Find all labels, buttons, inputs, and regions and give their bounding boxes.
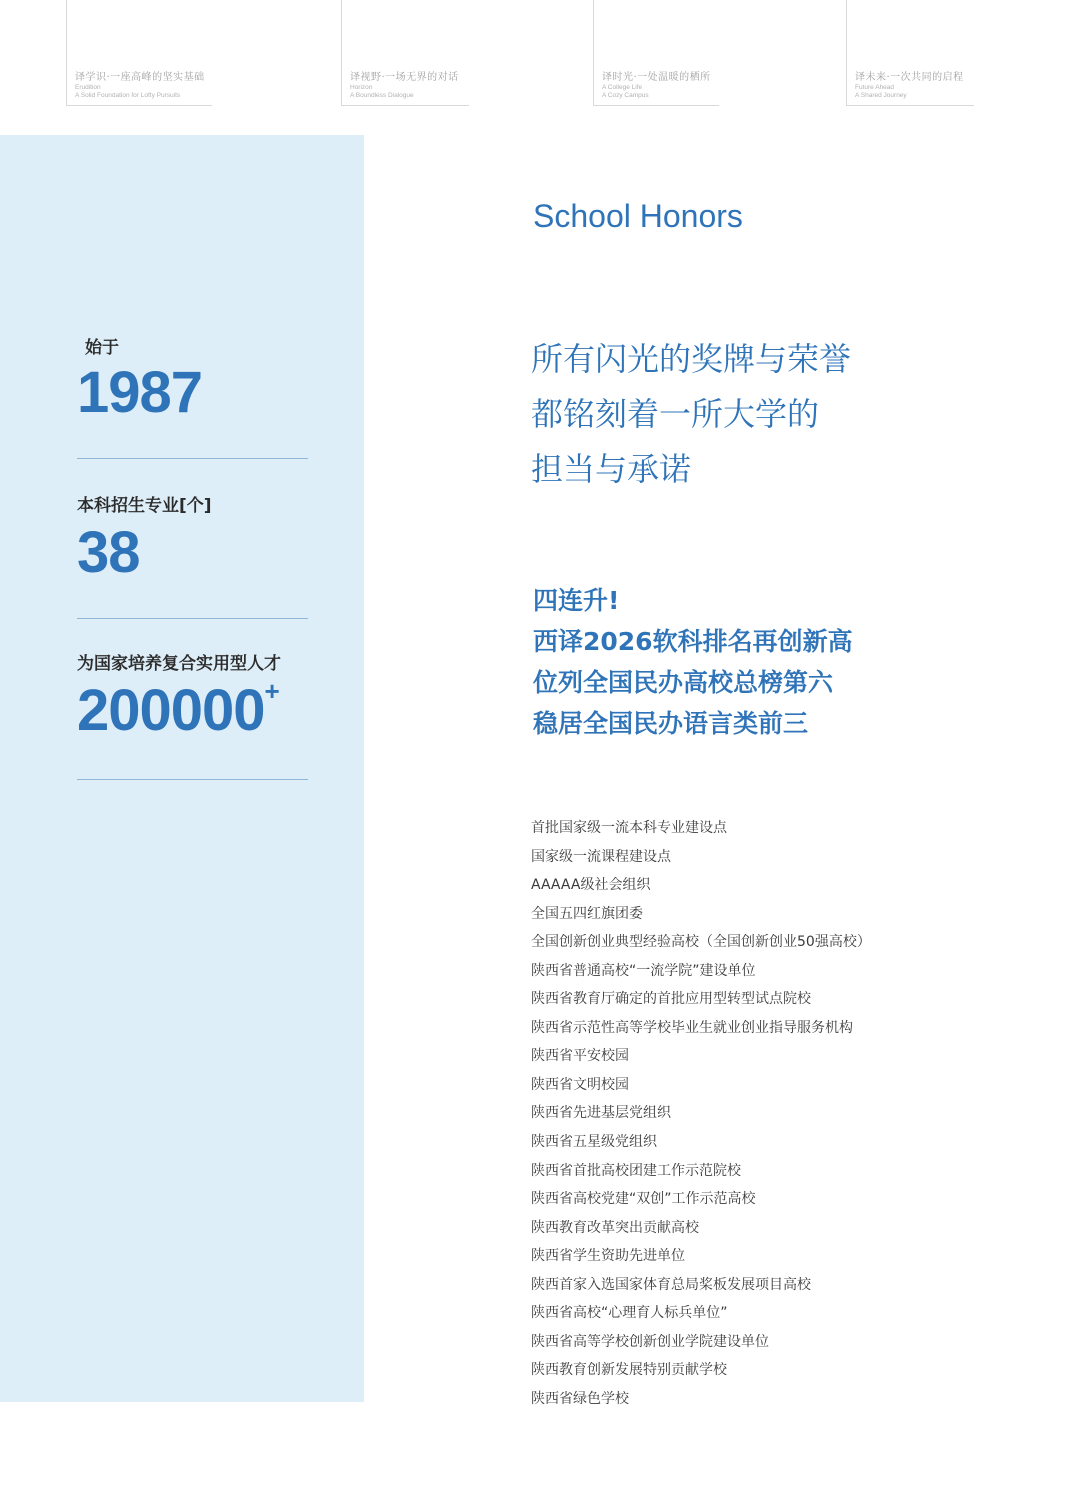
- honor-item: 全国创新创业典型经验高校（全国创新创业50强高校）: [531, 934, 871, 951]
- stat-majors: [77, 491, 308, 585]
- honor-item: 陕西省教育厅确定的首批应用型转型试点院校: [531, 991, 811, 1008]
- stat-value: [77, 520, 308, 585]
- nav-item-caption: A Solid Foundation for Lofty Pursuits: [75, 92, 181, 99]
- honor-item: 陕西省示范性高等学校毕业生就业创业指导服务机构: [531, 1019, 853, 1036]
- ranking-highlight: [533, 580, 1053, 744]
- stat-number: 38: [77, 520, 140, 585]
- stat-plus-sign: +: [264, 676, 279, 706]
- honor-item: 陕西省先进基层党组织: [531, 1105, 671, 1122]
- honor-item: 陕西首家入选国家体育总局桨板发展项目高校: [531, 1276, 811, 1293]
- highlight-line: 稳居全国民办语言类前三: [533, 709, 809, 738]
- nav-item-horizon[interactable]: [341, 0, 469, 106]
- highlight-line: 四连升!: [533, 586, 620, 615]
- slogan-line: 都铭刻着一所大学的: [531, 395, 820, 433]
- honor-item: 首批国家级一流本科专业建设点: [531, 820, 727, 836]
- nav-item-title: 译未来·一次共同的启程: [855, 72, 964, 83]
- honor-item: 陕西省平安校园: [531, 1048, 629, 1065]
- stat-label: 本科招生专业[个]: [77, 496, 212, 516]
- stat-label: 始于: [85, 338, 119, 358]
- nav-item-title: 译学识·一座高峰的坚实基础: [75, 72, 205, 83]
- stat-value: [77, 676, 308, 743]
- stat-graduates: [77, 649, 308, 743]
- top-nav: [0, 0, 1080, 110]
- honor-item: 陕西省首批高校团建工作示范院校: [531, 1162, 741, 1179]
- stat-number: 200000: [77, 678, 265, 743]
- nav-item-subtitle: Future Ahead: [855, 84, 895, 91]
- nav-item-caption: A Cozy Campus: [602, 92, 649, 99]
- honor-item: 陕西省高校党建“双创”工作示范高校: [531, 1191, 756, 1208]
- nav-item-future-ahead[interactable]: [846, 0, 974, 106]
- stat-divider: [77, 458, 308, 459]
- highlight-line: 西译2026软科排名再创新高: [533, 627, 853, 656]
- honor-item: 国家级一流课程建设点: [531, 848, 671, 865]
- slogan: [531, 332, 1051, 497]
- nav-item-subtitle: Erudition: [75, 84, 101, 91]
- honor-item: 陕西省学生资助先进单位: [531, 1248, 685, 1265]
- nav-item-title: 译视野·一场无界的对话: [350, 72, 459, 83]
- honor-item: 陕西省文明校园: [531, 1076, 629, 1093]
- highlight-line: 位列全国民办高校总榜第六: [533, 668, 834, 697]
- stat-value: [77, 360, 308, 425]
- nav-item-subtitle: A College Life: [602, 84, 643, 91]
- nav-item-caption: A Boundless Dialogue: [350, 92, 414, 99]
- nav-item-college-life[interactable]: [593, 0, 719, 106]
- honor-item: 陕西省高等学校创新创业学院建设单位: [531, 1333, 769, 1350]
- honor-item: 陕西省高校“心理育人标兵单位”: [531, 1305, 728, 1322]
- honor-item: 陕西教育改革突出贡献高校: [531, 1219, 699, 1236]
- honor-item: 陕西省五星级党组织: [531, 1134, 657, 1151]
- honor-item: AAAAA级社会组织: [531, 877, 651, 894]
- stat-label: 为国家培养复合实用型人才: [77, 654, 281, 674]
- stat-founded: [77, 333, 308, 425]
- nav-item-caption: A Shared Journey: [855, 92, 907, 99]
- honor-item: 陕西省普通高校“一流学院”建设单位: [531, 962, 756, 979]
- honor-item: 全国五四红旗团委: [531, 905, 643, 922]
- section-title: School Honors: [533, 198, 743, 234]
- honor-item: 陕西省绿色学校: [531, 1390, 629, 1407]
- stat-divider: [77, 618, 308, 619]
- stats-panel: [0, 135, 364, 1402]
- honors-list: [531, 814, 1051, 1413]
- slogan-line: 担当与承诺: [531, 450, 692, 488]
- stat-divider: [77, 779, 308, 780]
- nav-item-erudition[interactable]: [66, 0, 212, 106]
- nav-item-subtitle: Horizon: [350, 84, 373, 91]
- slogan-line: 所有闪光的奖牌与荣誉: [531, 340, 852, 378]
- honor-item: 陕西教育创新发展特别贡献学校: [531, 1362, 727, 1379]
- nav-item-title: 译时光·一处温暖的栖所: [602, 72, 711, 83]
- stat-number: 1987: [77, 360, 203, 425]
